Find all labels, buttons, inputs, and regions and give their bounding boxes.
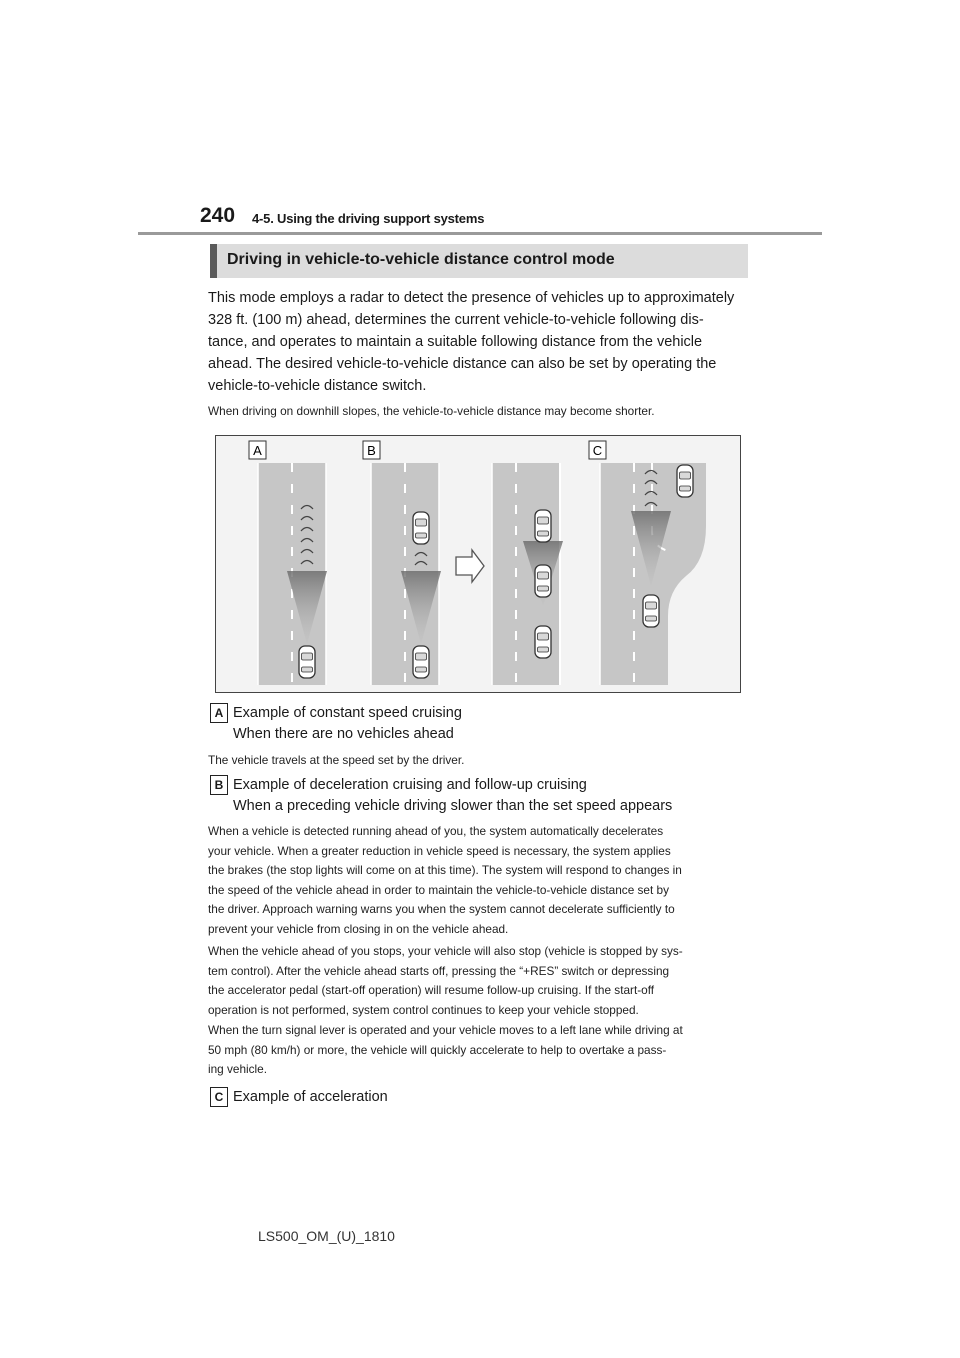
note-line: When the vehicle ahead of you stops, your vehicle will also stop (vehicle is stopped by sys- — [208, 944, 683, 958]
intro-line: ahead. The desired vehicle-to-vehicle distance can also be set by operating the — [208, 356, 717, 372]
intro-paragraph — [208, 287, 748, 397]
road-b-before — [371, 463, 441, 685]
road-b-after — [492, 463, 563, 685]
page-number: 240 — [200, 204, 236, 227]
section-title: Driving in vehicle-to-vehicle distance control mode — [227, 251, 615, 268]
item-a-note: The vehicle travels at the speed set by the driver. — [208, 753, 465, 767]
note-line: When a vehicle is detected running ahead of you, the system automatically decelerates — [208, 824, 664, 838]
badge-b: B — [210, 775, 228, 795]
label-a: A — [253, 443, 262, 458]
item-b-note-3 — [208, 1021, 748, 1080]
note-line: tem control). After the vehicle ahead starts off, pressing the “+RES” switch or depressing — [208, 963, 670, 978]
note-line: the speed of the vehicle ahead in order to maintain the vehicle-to-vehicle distance set by — [208, 882, 670, 897]
illustration-svg — [216, 436, 740, 692]
intro-line: 328 ft. (100 m) ahead, determines the current vehicle-to-vehicle following dis- — [208, 312, 704, 328]
item-heading: Example of constant speed cruising — [233, 705, 462, 721]
item-heading: Example of acceleration — [233, 1089, 388, 1105]
document-id: LS500_OM_(U)_1810 — [258, 1228, 395, 1244]
label-b: B — [367, 443, 376, 458]
label-c: C — [592, 443, 603, 458]
note-line: the brakes (the stop lights will come on at this time). The system will respond to changes in — [208, 863, 682, 878]
badge-a: A — [210, 703, 228, 723]
intro-note: When driving on downhill slopes, the vehicle-to-vehicle distance may become shorter. — [208, 404, 655, 418]
item-b-note-1 — [208, 822, 748, 940]
item-c — [210, 1087, 750, 1111]
label-box-b — [363, 441, 380, 459]
intro-line: vehicle-to-vehicle distance switch. — [208, 378, 427, 394]
note-line: the accelerator pedal (start-off operation) will resume follow-up cruising. If the start-off — [208, 983, 655, 998]
item-a — [210, 703, 750, 747]
road-c — [600, 463, 706, 685]
chapter-title: 4-5. Using the driving support systems — [252, 211, 485, 226]
label-box-a — [249, 441, 266, 459]
section-heading — [210, 244, 748, 278]
note-line: 50 mph (80 km/h) or more, the vehicle will quickly accelerate to help to overtake a pass- — [208, 1042, 667, 1057]
label-box-c — [589, 441, 606, 459]
item-subheading: When there are no vehicles ahead — [233, 726, 454, 742]
note-line: prevent your vehicle from closing in on the vehicle ahead. — [208, 921, 509, 936]
page-header — [200, 204, 820, 234]
note-line: operation is not performed, system control continues to keep your vehicle stopped. — [208, 1002, 639, 1017]
intro-line: tance, and operates to maintain a suitable following distance from the vehicle — [208, 334, 703, 350]
note-line: ing vehicle. — [208, 1062, 268, 1077]
item-heading: Example of deceleration cruising and follow-up cruising — [233, 777, 587, 793]
header-divider — [138, 232, 822, 235]
arrow-icon — [456, 550, 484, 582]
item-subheading: When a preceding vehicle driving slower than the set speed appears — [233, 798, 673, 814]
item-b-note-2 — [208, 942, 748, 1020]
badge-c: C — [210, 1087, 228, 1107]
note-line: the driver. Approach warning warns you when the system cannot decelerate sufficiently to — [208, 902, 675, 917]
cruise-illustration — [215, 435, 741, 693]
note-line: When the turn signal lever is operated and your vehicle moves to a left lane while driving at — [208, 1023, 683, 1037]
intro-line: This mode employs a radar to detect the presence of vehicles up to approximately — [208, 290, 735, 306]
road-a — [258, 463, 327, 685]
item-b — [210, 775, 750, 819]
note-line: your vehicle. When a greater reduction in vehicle speed is necessary, the system applies — [208, 843, 671, 858]
